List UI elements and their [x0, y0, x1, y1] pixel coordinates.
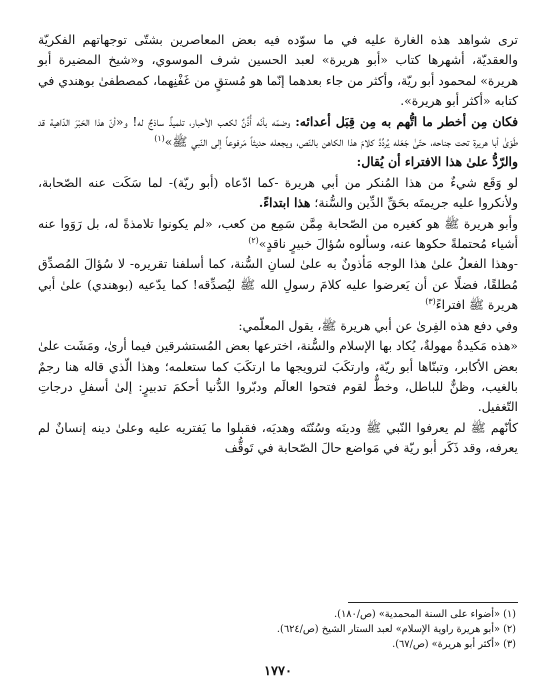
- paragraph-2-text: وضمّه بأنّه أُذُنٌ لكعب الأحبار، تلميذٌ ساذجٌ له! و«أنّ هذا الحَبْرَ الدّاهية قد طَوَىٰ أبا هريرة تحت جناحه، حتّىٰ جَعَله يُردِّدُ كلامَ هذا الكاهن بالنّص، ويجعله حديثاً مَرفوعاً إلى النّبي ﷺ»: [38, 113, 518, 150]
- paragraph-4: [38, 173, 518, 214]
- paragraph-3-heading: [38, 152, 518, 172]
- paragraph-9-text: كأنّهم ﷺ لم يعرفوا النّبي ﷺ ودينَه وسُنّتَه وهديَه، فقبلوا ما يَفتريه عليه وعلىٰ دينه إنسانٌ لم يعرفه، وقد ذَكَر أبو ريّة في مَواضع حالَ الصّحابة في تَوقُّف: [38, 419, 518, 456]
- page-number: ١٧٧٠: [264, 664, 292, 679]
- main-text: [38, 30, 518, 459]
- footnote-ref-1: (١): [154, 133, 165, 143]
- paragraph-5: [38, 214, 518, 255]
- paragraph-2-lead: فكان مِن أخطر ما اتُّهم به مِن قِبَل أعدائه:: [295, 113, 518, 129]
- footnote-2: (٢) «أبو هريرة راوية الإسلام» لعبد الستار الشيخ (ص/٦٢٤).: [276, 624, 516, 635]
- paragraph-2: [38, 112, 518, 153]
- footnote-ref-2: (٢): [248, 235, 259, 245]
- paragraph-1-text: ترى شواهد هذه الغارة عليه في ما سوّده فيه بعض المعاصرين بشتّى توجهاتهم الفكريّة والعقديّة، أشهرها كتاب «أبو هريرة» لعبد الحسين شرف الموسوي، و«شيخ المضيرة أبو هريرة» لمحمود أبو ريّة، وأكثر من جاء بعدهما إنّما هو مُستقٍ من غَفْنِهما، كمصطفىٰ بوهندي في كتابه «أكثر أبو هريرة».: [38, 32, 518, 109]
- paragraph-1: [38, 30, 518, 112]
- paragraph-8: [38, 336, 518, 418]
- paragraph-3-lead: والرّدُّ علىٰ هذا الافتراء أن يُقال:: [356, 154, 518, 170]
- paragraph-5-text: وأبو هريرة ﷺ هو كغيره من الصّحابة مِمَّن سَمِع من كعب، «لم يكونوا تلامذةً له، بل رَوَوا عنه أشياء مُحتملةً حكوها عنه، وسألوه سُؤالَ خبيرٍ ناقدٍ»: [38, 215, 518, 252]
- paragraph-8-text: «هذه مَكيدةٌ مهولةٌ، يُكاد بها الإسلام والسُّنة، اخترعها بعض المُستشرقين فيما أرىٰ، ومَشَت علىٰ بعض الأكابر، وتبنّاها أبو ريّة، وارتكَبَ لترويجها ما ارتكَبَ كما ستعلمه؛ وهذا الّذي قاله هنا رجمٌ بالغيب، وظنٌّ للباطل، وخطٌّ لقوم فتحوا العالَم ودبّروا الدُّنيا أحكمَ تدبيرٍ: إلىٰ أسفلِ درجاتِ التّغفيل.: [38, 338, 518, 415]
- footnote-3: (٣) «أكثر أبو هريرة» (ص/٦٧).: [392, 639, 516, 650]
- paragraph-6: [38, 254, 518, 315]
- paragraph-9: [38, 418, 518, 459]
- paragraph-4-text: لو وَقَع شيءٌ من هذا المُنكر من أبي هريرة -كما ادّعاه (أبو ريّة)- لما سَكَت عنه الصّحابة، ولأنكروا عليه جريمتَه بحَقِّ الدِّين والسُّنة؛: [38, 174, 518, 211]
- footnote-divider: [348, 602, 518, 603]
- footnotes: [38, 607, 516, 652]
- paragraph-6-text: -وهذا الفعلُ علىٰ هذا الوجه مَأذونٌ به علىٰ لسانِ السُّنة، كما أسلفنا تقريره- لا سُؤالَ المُصدِّق مُطلقًا، فضلًا عن أن يَعرضوا عليه كلامَ رسولِ الله ﷺ ليُصدِّقه! كما يدّعيه (بوهندي) علىٰ أبي هريرة ﷺ افتراءً: [38, 256, 518, 313]
- paragraph-4-tail: هذا ابتداءً.: [258, 195, 311, 211]
- footnote-1: (١) «أضواء على السنة المحمدية» (ص/١٨٠).: [334, 609, 516, 620]
- footnote-ref-3: (٣): [425, 297, 436, 307]
- paragraph-7-text: وفي دفع هذه الفِرىٰ عن أبي هريرة ﷺ، يقول المعلّمي:: [238, 317, 518, 333]
- paragraph-7: [38, 316, 518, 336]
